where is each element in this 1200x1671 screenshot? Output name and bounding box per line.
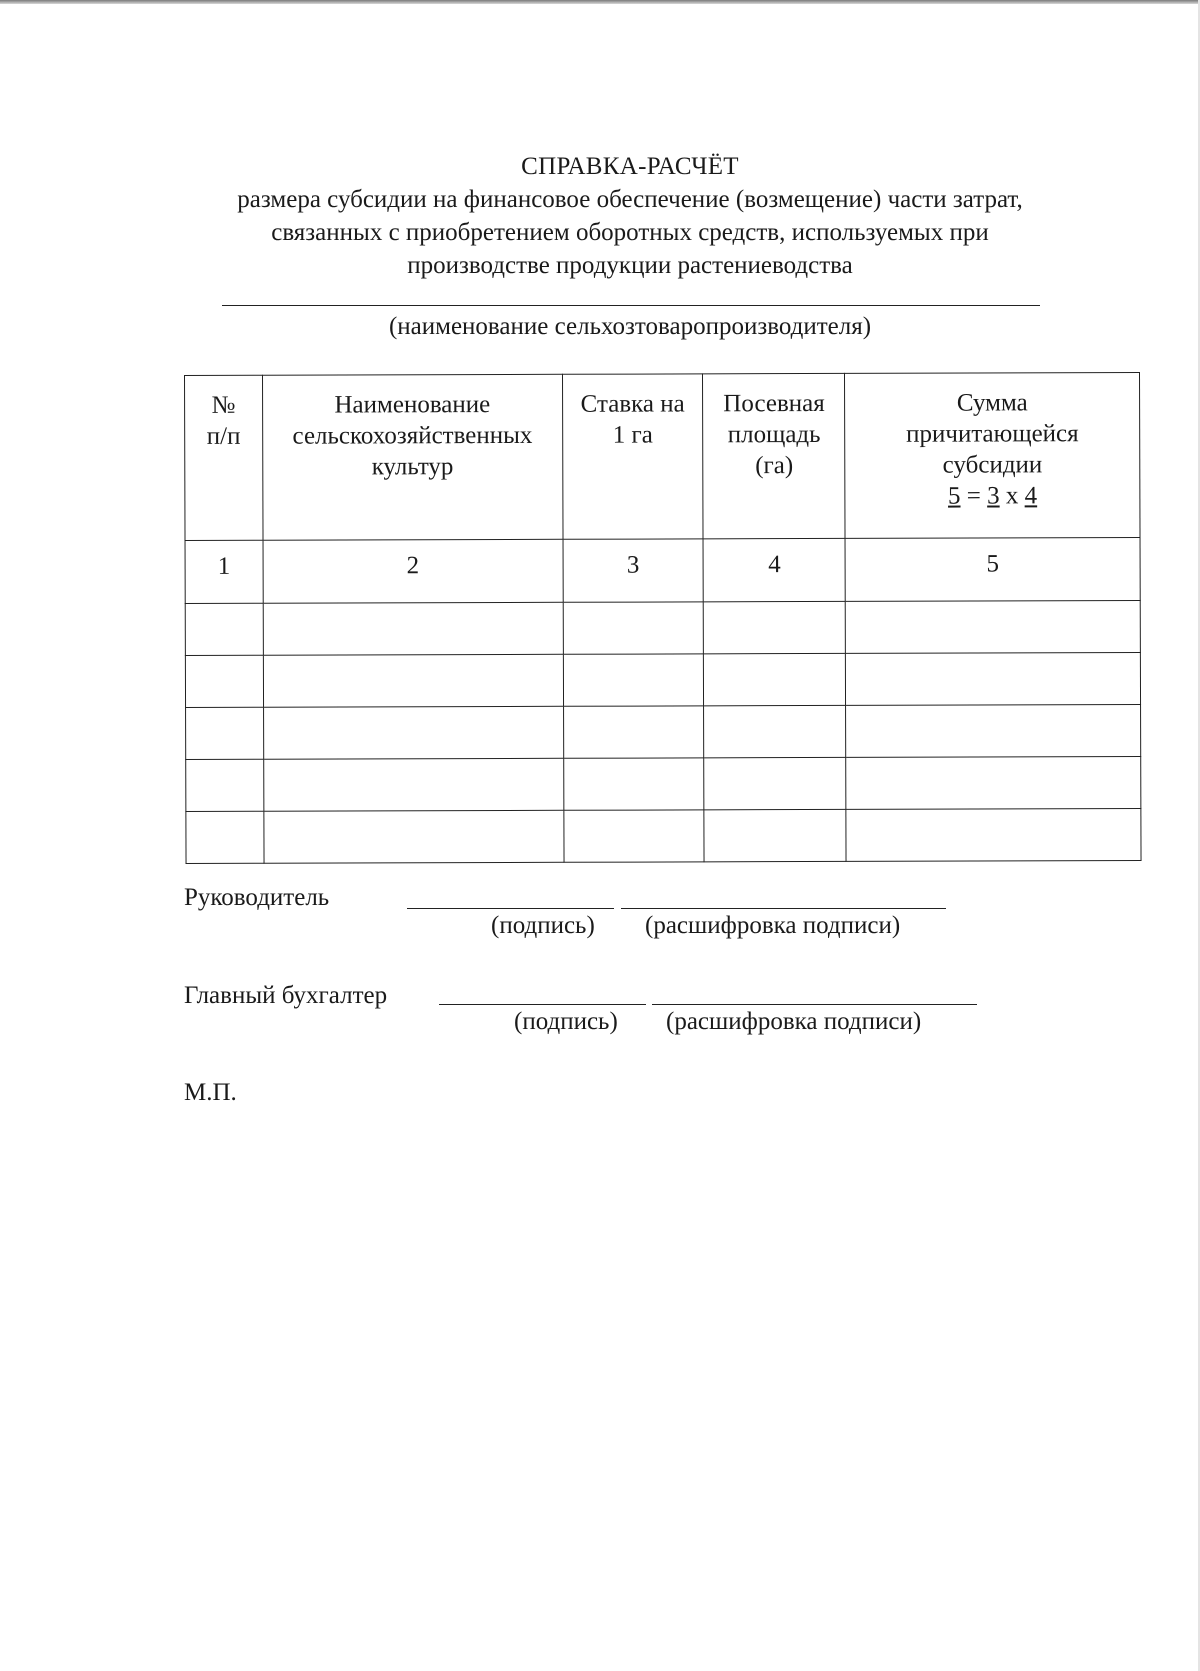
table-cell[interactable]	[563, 706, 704, 758]
accountant-signature-decode-line[interactable]	[652, 1004, 977, 1005]
accountant-label: Главный бухгалтер	[184, 982, 388, 1009]
subsidy-calculation-table	[184, 372, 1142, 864]
column-number: 1	[185, 540, 263, 603]
table-cell[interactable]	[186, 759, 264, 811]
accountant-signature-caption: (подпись)	[514, 1008, 618, 1035]
table-row	[185, 600, 1140, 655]
table-row	[186, 756, 1141, 811]
producer-name-caption: (наименование сельхозтоваропроизводителя)	[388, 313, 872, 340]
table-cell[interactable]	[704, 809, 846, 861]
table-cell[interactable]	[263, 654, 563, 707]
stamp-place: М.П.	[184, 1079, 237, 1106]
table-cell[interactable]	[563, 654, 704, 706]
header-cell-crop-name: Наименование сельскохозяйственных культур	[262, 374, 562, 540]
header-cell-number: № п/п	[185, 375, 263, 540]
table-cell[interactable]	[846, 756, 1141, 809]
table-cell[interactable]	[263, 706, 563, 759]
table-cell[interactable]	[846, 652, 1141, 705]
table-cell[interactable]	[186, 811, 264, 863]
table-cell[interactable]	[846, 704, 1141, 757]
head-label: Руководитель	[184, 884, 330, 911]
table-cell[interactable]	[846, 808, 1141, 861]
scan-top-edge	[0, 0, 1200, 4]
document-subtitle-line-3: производстве продукции растениеводства	[407, 252, 853, 279]
document-subtitle-line-2: связанных с приобретением оборотных средств, используемых при	[271, 219, 989, 246]
table-cell[interactable]	[263, 602, 563, 655]
table-cell[interactable]	[185, 655, 263, 707]
head-signature-decode-line[interactable]	[621, 908, 946, 909]
table-cell[interactable]	[185, 603, 263, 655]
accountant-signature-line[interactable]	[439, 1004, 646, 1005]
header-cell-area: Посевная площадь (га)	[703, 373, 845, 538]
table-cell[interactable]	[186, 707, 264, 759]
head-signature-caption: (подпись)	[491, 912, 595, 939]
table-cell[interactable]	[704, 601, 846, 653]
column-number: 4	[703, 538, 845, 601]
subsidy-formula: 5 = 3 х 4	[947, 482, 1038, 510]
header-cell-rate: Ставка на 1 га	[562, 374, 703, 539]
column-number: 5	[845, 537, 1140, 601]
table-cell[interactable]	[264, 758, 564, 811]
table-cell[interactable]	[564, 810, 705, 862]
head-signature-line[interactable]	[407, 908, 614, 909]
table-row	[186, 704, 1141, 759]
table-cell[interactable]	[563, 758, 704, 810]
table-cell[interactable]	[846, 600, 1141, 653]
table-row	[186, 808, 1141, 863]
head-decode-caption: (расшифровка подписи)	[645, 912, 901, 939]
table-cell[interactable]	[264, 810, 564, 863]
document-title: СПРАВКА-РАСЧЁТ	[521, 153, 739, 180]
table-header-row	[185, 372, 1141, 540]
table-row	[185, 652, 1140, 707]
header-cell-subsidy-sum: Сумма причитающейся субсидии 5 = 3 х 4	[845, 372, 1140, 538]
column-number: 3	[563, 539, 704, 602]
table-cell[interactable]	[704, 757, 846, 809]
document-subtitle-line-1: размера субсидии на финансовое обеспечение (возмещение) части затрат,	[237, 186, 1023, 213]
table-cell[interactable]	[704, 705, 846, 757]
document-header	[150, 150, 1110, 282]
producer-name-line	[222, 305, 1040, 306]
column-number: 2	[263, 539, 563, 603]
column-number-row	[185, 537, 1140, 603]
table-cell[interactable]	[704, 653, 846, 705]
accountant-decode-caption: (расшифровка подписи)	[666, 1008, 922, 1035]
table-cell[interactable]	[563, 602, 704, 654]
